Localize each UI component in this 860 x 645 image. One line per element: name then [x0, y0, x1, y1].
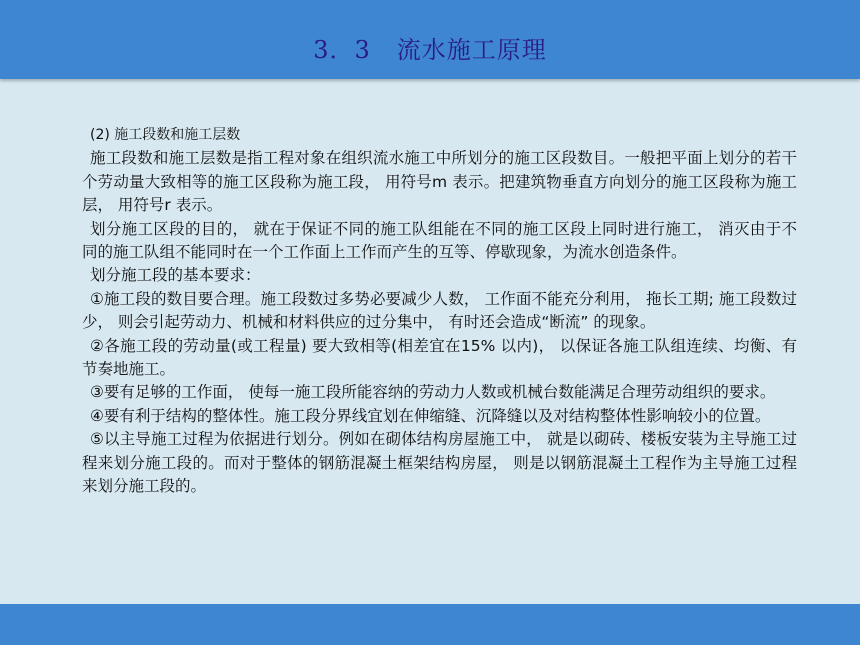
paragraph-requirement-2: ②各施工段的劳动量(或工程量) 要大致相等(相差宜在15% 以内)， 以保证各施工队组连续、均衡、有节奏地施工。 [82, 336, 797, 379]
paragraph-requirement-3: ③要有足够的工作面， 使每一施工段所能容纳的劳动力人数或机械台数能满足合理劳动组织的要求。 [90, 383, 776, 402]
slide-content [82, 124, 797, 499]
paragraph-definition: 施工段数和施工层数是指工程对象在组织流水施工中所划分的施工区段数目。一般把平面上划分的若干个劳动量大致相等的施工区段称为施工段， 用符号m 表示。把建筑物垂直方向划分的施工区段称为施工层， 用符号r 表示。 [82, 149, 797, 215]
paragraph-requirements-heading: 划分施工段的基本要求： [90, 266, 261, 285]
paragraph-requirement-5: ⑤以主导施工过程为依据进行划分。例如在砌体结构房屋施工中， 就是以砌砖、楼板安装为主导施工过程来划分施工段的。而对于整体的钢筋混凝土框架结构房屋， 则是以钢筋混凝土工程作为主导施工过程来划分施工段的。 [82, 430, 797, 496]
footer-bar [0, 604, 860, 645]
slide-title: 3．3 流水施工原理 [313, 36, 547, 64]
paragraph-requirement-1: ①施工段的数目要合理。施工段数过多势必要减少人数， 工作面不能充分利用， 拖长工期; 施工段数过少， 则会引起劳动力、机械和材料供应的过分集中， 有时还会造成“断流” 的现象。 [82, 289, 797, 332]
paragraph-purpose: 划分施工区段的目的， 就在于保证不同的施工队组能在不同的施工区段上同时进行施工， 消灭由于不同的施工队组不能同时在一个工作面上工作而产生的互等、停歇现象，为流水创造条件。 [82, 219, 797, 262]
section-heading: (2) 施工段数和施工层数 [90, 127, 241, 143]
paragraph-requirement-4: ④要有利于结构的整体性。施工段分界线宜划在伸缩缝、沉降缝以及对结构整体性影响较小的位置。 [90, 406, 771, 425]
